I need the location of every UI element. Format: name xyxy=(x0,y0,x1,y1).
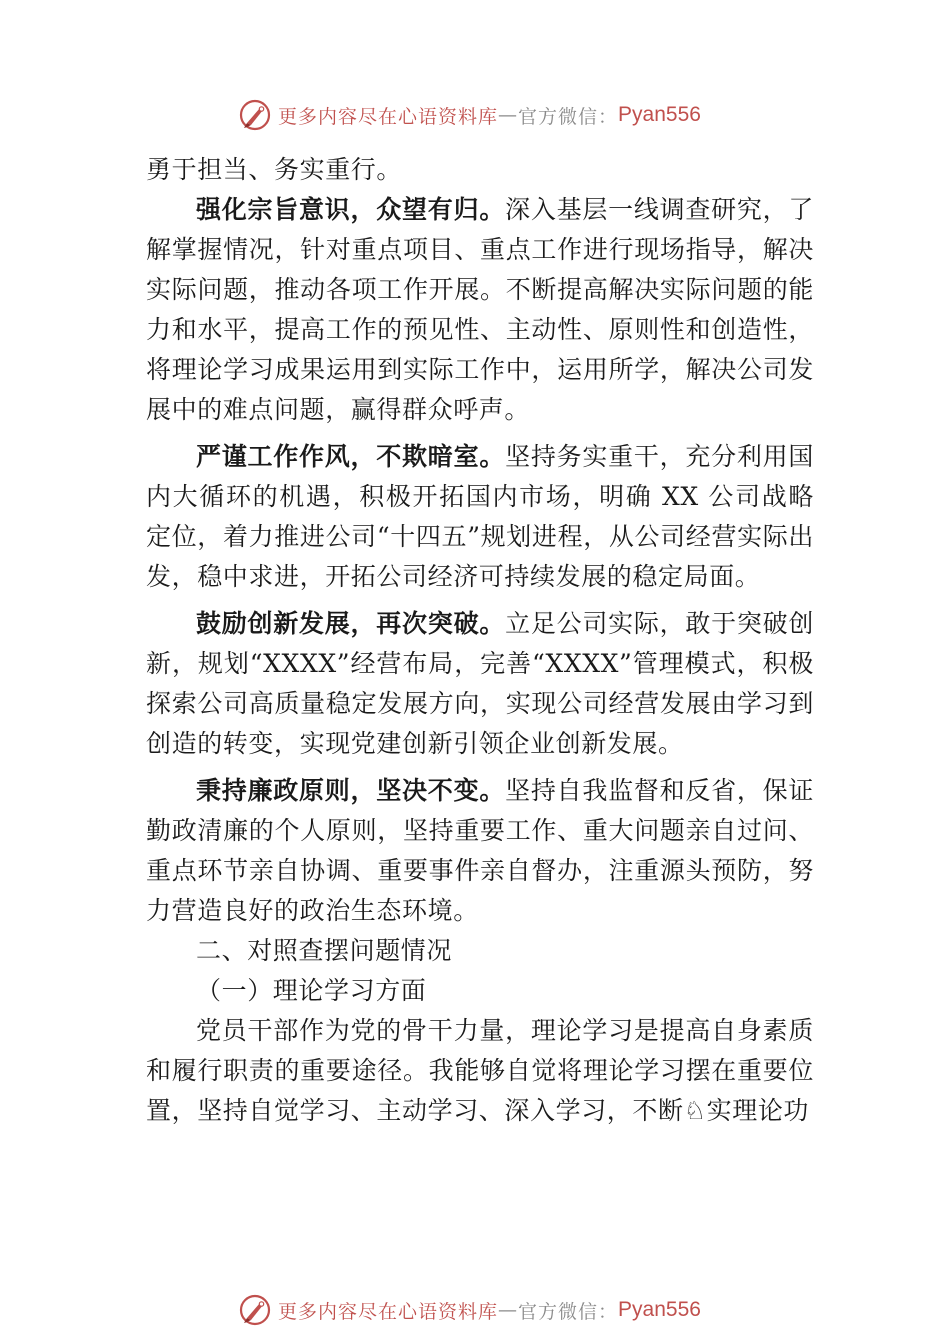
watermark-separator: — xyxy=(498,1299,519,1321)
footer-watermark xyxy=(238,1290,701,1330)
paragraph-5 xyxy=(146,771,814,931)
watermark-brand: 更多内容尽在心语资料库 xyxy=(278,1300,499,1323)
watermark-separator: — xyxy=(498,104,519,126)
watermark-brand: 更多内容尽在心语资料库 xyxy=(278,105,499,128)
subsection-heading: （一）理论学习方面 xyxy=(196,976,427,1005)
paragraph-2-lead: 强化宗旨意识，众望有归。 xyxy=(196,195,506,224)
paragraph-6: 党员干部作为党的骨干力量，理论学习是提高自身素质和履行职责的重要途径。我能够自觉将理论学习摆在重要位置，坚持自觉学习、主动学习、深入学习，不断♘实理论功 xyxy=(146,1016,814,1125)
paragraph-1: 勇于担当、务实重行。 xyxy=(146,155,403,184)
watermark-wechat-id: Pyan556 xyxy=(618,103,701,126)
header-watermark xyxy=(238,95,701,135)
watermark-contact: 官方微信： xyxy=(518,1300,619,1323)
paragraph-3-text: 坚持务实重干，充分利用国内大循环的机遇，积极开拓国内市场，明确 XX 公司战略定位，着力推进公司“十四五”规划进程，从公司经营实际出发，稳中求进，开拓公司经济可持续发展的稳定局面。 xyxy=(146,442,814,591)
paragraph-4 xyxy=(146,604,814,764)
brush-logo-icon xyxy=(238,98,272,132)
paragraph-5-text: 坚持自我监督和反省，保证勤政清廉的个人原则，坚持重要工作、重大问题亲自过问、 重点环节亲自协调、重要事件亲自督办，注重源头预防，努力营造良好的政治生态环境。 xyxy=(146,776,814,925)
document-body xyxy=(146,150,814,1131)
watermark-wechat-id: Pyan556 xyxy=(618,1298,701,1321)
paragraph-3-lead: 严谨工作作风，不欺暗室。 xyxy=(196,442,506,471)
section-heading: 二、对照查摆问题情况 xyxy=(196,936,453,965)
paragraph-4-lead: 鼓励创新发展，再次突破。 xyxy=(196,609,506,638)
paragraph-2 xyxy=(146,190,814,430)
paragraph-5-lead: 秉持廉政原则，坚决不变。 xyxy=(196,776,506,805)
paragraph-2-text: 深入基层一线调查研究，了解掌握情况，针对重点项目、重点工作进行现场指导，解决实际问题，推动各项工作开展。不断提高解决实际问题的能力和水平，提高工作的预见性、主动性、原则性和创造性， 将理论学习成果运用到实际工作中，运用所学，解决公司发展中的难点问题，赢得群众呼声。 xyxy=(146,195,814,424)
watermark-contact: 官方微信： xyxy=(518,105,619,128)
brush-logo-icon xyxy=(238,1293,272,1327)
paragraph-3 xyxy=(146,437,814,597)
paragraph-4-text: 立足公司实际，敢于突破创新，规划“XXXX”经营布局，完善“XXXX”管理模式，积极探索公司高质量稳定发展方向，实现公司经营发展由学习到创造的转变，实现党建创新引领企业创新发展。 xyxy=(146,609,814,758)
